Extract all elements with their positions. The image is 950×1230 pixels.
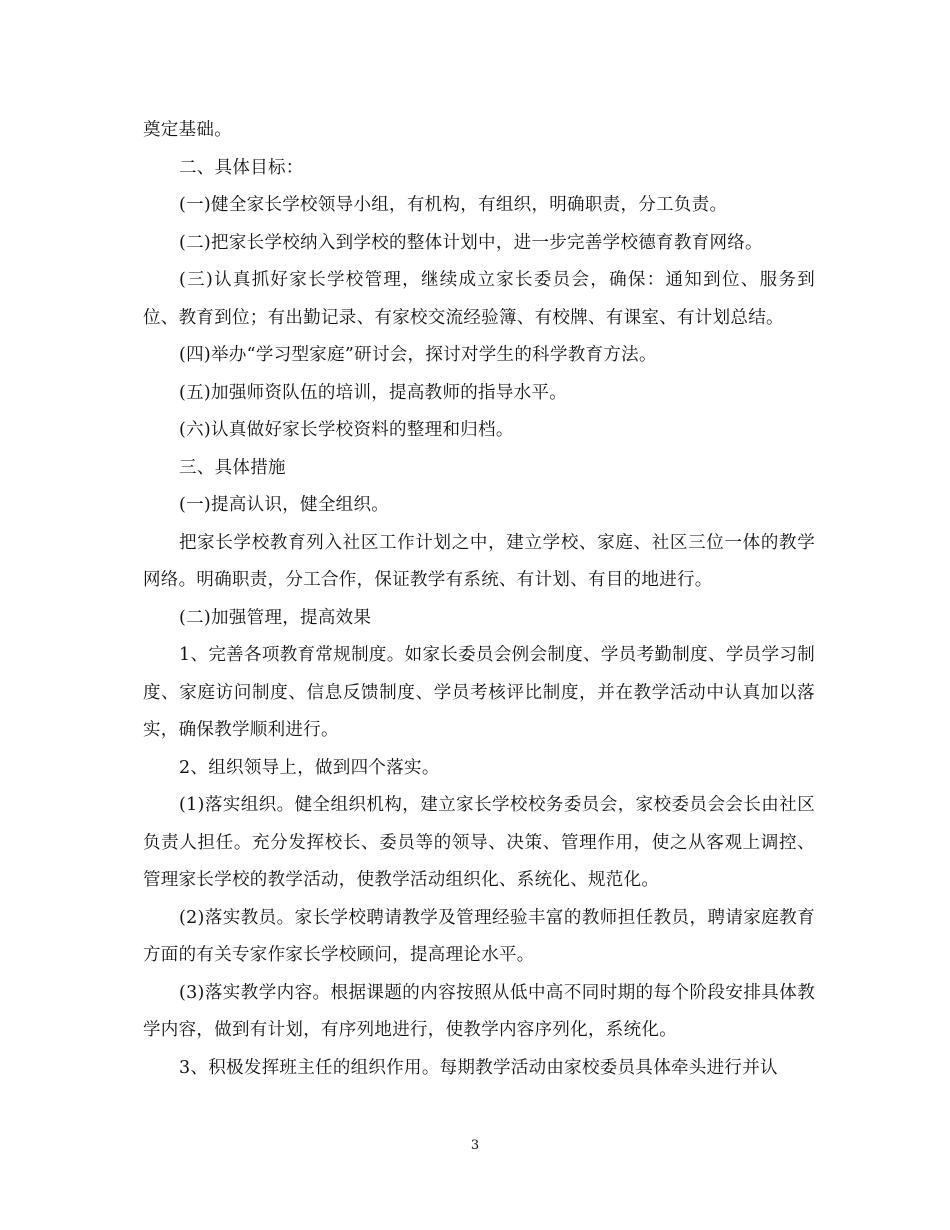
paragraph: (1)落实组织。健全组织机构，建立家长学校校务委员会，家校委员会会长由社区负责人担任。充分发挥校长、委员等的领导、决策、管理作用，使之从客观上调控、管理家长学校的教学活动，使教学活动组织化、系统化、规范化。 — [143, 795, 815, 890]
page-number: 3 — [470, 1138, 480, 1153]
paragraph: (六)认真做好家长学校资料的整理和归档。 — [179, 420, 514, 440]
paragraph: (一)健全家长学校领导小组，有机构，有组织，明确职责，分工负责。 — [179, 195, 728, 215]
paragraph: (四)举办“学习型家庭”研讨会，探讨对学生的科学教育方法。 — [179, 345, 657, 365]
paragraph: (3)落实教学内容。根据课题的内容按照从低中高不同时期的每个阶段安排具体教学内容，做到有计划，有序列地进行，使教学内容序列化，系统化。 — [143, 982, 815, 1040]
paragraph: 3、积极发挥班主任的组织作用。每期教学活动由家校委员具体牵头进行并认 — [179, 1057, 778, 1078]
paragraph: (一)提高认识，健全组织。 — [179, 495, 390, 515]
paragraph: (三)认真抓好家长学校管理，继续成立家长委员会，确保：通知到位、服务到位、教育到位；有出勤记录、有家校交流经验簿、有校牌、有课室、有计划总结。 — [143, 270, 815, 328]
paragraph: 奠定基础。 — [143, 120, 232, 140]
paragraph: 1、完善各项教育常规制度。如家长委员会例会制度、学员考勤制度、学员学习制度、家庭访问制度、信息反馈制度、学员考核评比制度，并在教学活动中认真加以落实，确保教学顺利进行。 — [143, 645, 815, 740]
paragraph: (五)加强师资队伍的培训，提高教师的指导水平。 — [179, 382, 568, 403]
paragraph: 2、组织领导上，做到四个落实。 — [179, 757, 440, 778]
document-body — [143, 112, 815, 1087]
paragraph: (二)加强管理，提高效果 — [179, 607, 372, 628]
section-heading: 二、具体目标： — [179, 157, 304, 178]
section-heading: 三、具体措施 — [179, 457, 286, 478]
paragraph: 把家长学校教育列入社区工作计划之中，建立学校、家庭、社区三位一体的教学网络。明确职责，分工合作，保证教学有系统、有计划、有目的地进行。 — [143, 532, 815, 590]
paragraph: (二)把家长学校纳入到学校的整体计划中，进一步完善学校德育教育网络。 — [179, 232, 763, 253]
paragraph: (2)落实教员。家长学校聘请教学及管理经验丰富的教师担任教员，聘请家庭教育方面的有关专家作家长学校顾问，提高理论水平。 — [143, 907, 815, 965]
